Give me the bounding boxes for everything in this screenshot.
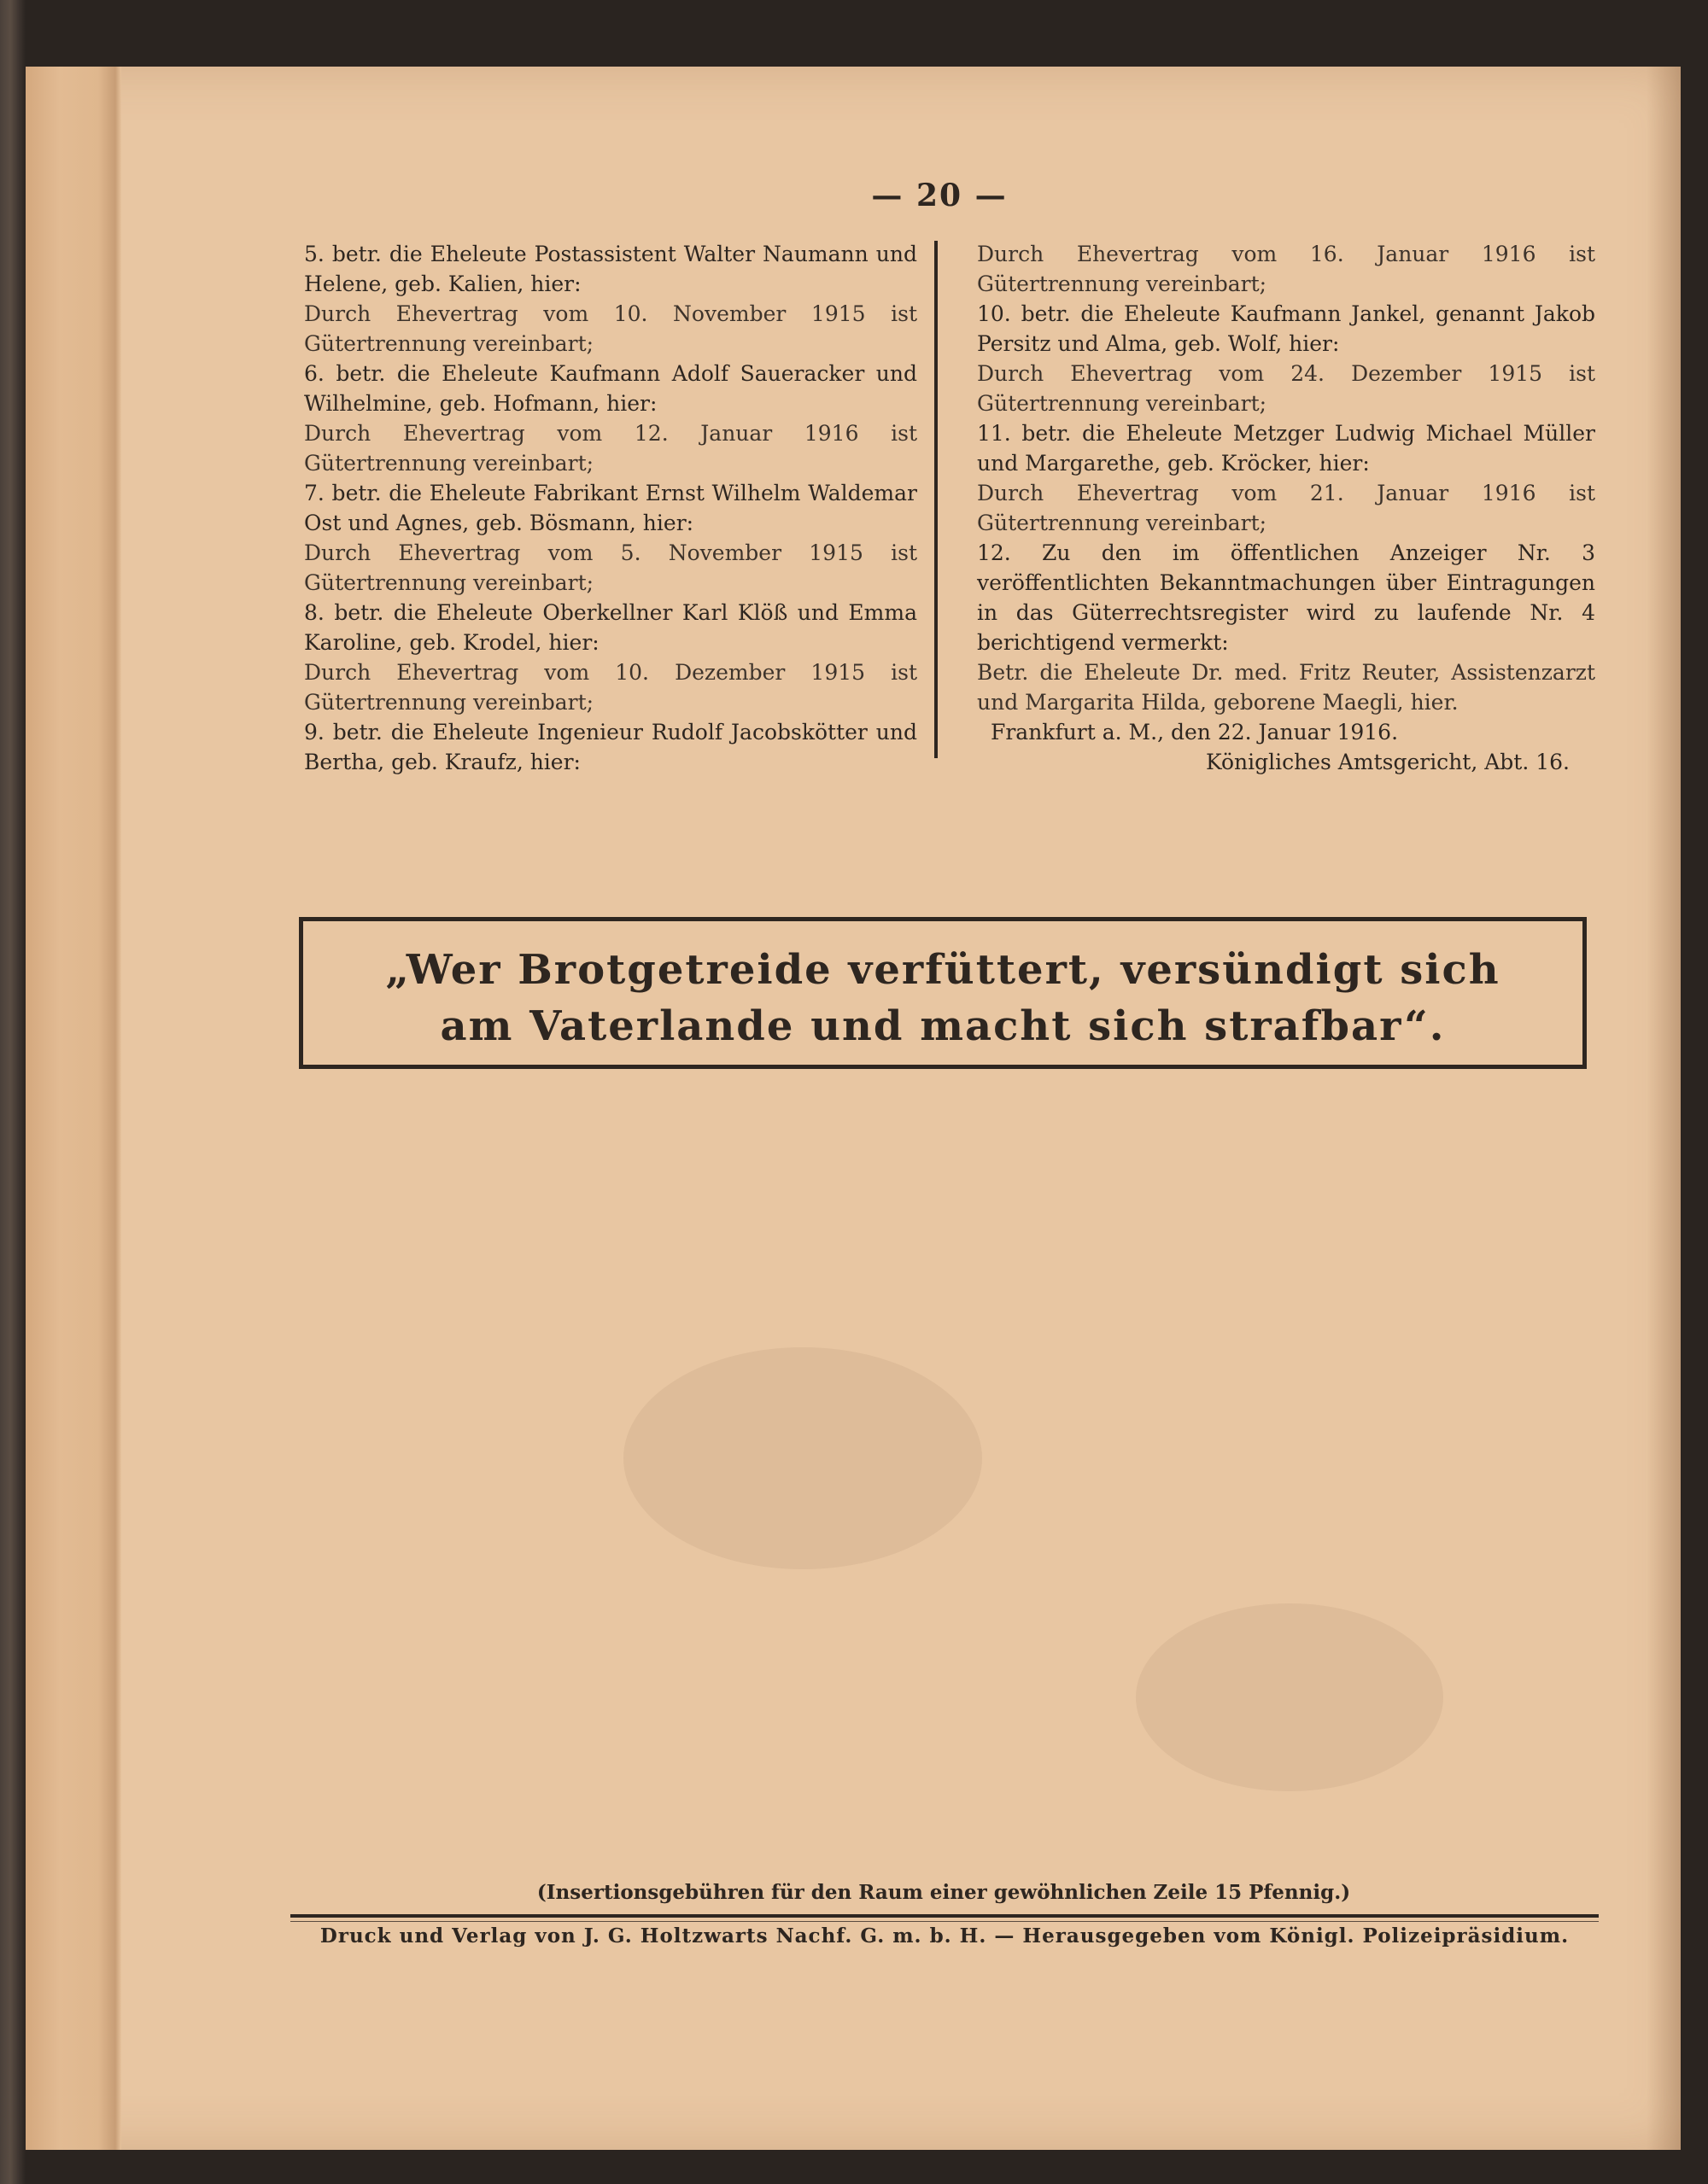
printer-imprint: Druck und Verlag von J. G. Holtzwarts Nachf. G. m. b. H. — Herausgegeben vom Königl. Polizeipräsidium.	[319, 1924, 1570, 1947]
entry-8-head: 8. betr. die Eheleute Oberkellner Karl Klöß und Emma Karoline, geb. Krodel, hier:	[304, 600, 917, 655]
page-stack-edge	[26, 67, 121, 2150]
signature-place-date: Frankfurt a. M., den 22. Januar 1916.	[991, 720, 1399, 745]
entry-12-head: 12. Zu den im öffentlichen Anzeiger Nr. 3 veröffentlichten Bekanntmachungen über Eintragungen in das Güterrechtsregister wird zu laufende Nr. 4 berichtigend vermerkt:	[977, 540, 1595, 655]
entry-9-body: Durch Ehevertrag vom 16. Januar 1916 ist Gütertrennung vereinbart;	[977, 242, 1595, 296]
entry-10-body: Durch Ehevertrag vom 24. Dezember 1915 ist Gütertrennung vereinbart;	[977, 361, 1595, 416]
entry-11-head: 11. betr. die Eheleute Metzger Ludwig Michael Müller und Margarethe, geb. Kröcker, hier:	[977, 421, 1595, 476]
left-column	[280, 239, 917, 777]
paper-stain	[623, 1347, 982, 1569]
paper-stain	[1136, 1603, 1443, 1791]
signature-court: Königliches Amtsgericht, Abt. 16.	[1205, 750, 1570, 774]
entry-7-body: Durch Ehevertrag vom 5. November 1915 ist Gütertrennung vereinbart;	[304, 540, 917, 595]
entry-6-head: 6. betr. die Eheleute Kaufmann Adolf Saueracker und Wilhelmine, geb. Hofmann, hier:	[304, 361, 917, 416]
notice-line-1: „Wer Brotgetreide verfüttert, versündigt sich	[385, 946, 1500, 994]
footer-rule	[290, 1914, 1599, 1918]
right-column	[953, 239, 1595, 777]
public-notice-box	[299, 917, 1587, 1069]
entry-8-body: Durch Ehevertrag vom 10. Dezember 1915 ist Gütertrennung vereinbart;	[304, 660, 917, 715]
notice-line-2: am Vaterlande und macht sich strafbar“.	[440, 1002, 1446, 1050]
entry-7-head: 7. betr. die Eheleute Fabrikant Ernst Wilhelm Waldemar Ost und Agnes, geb. Bösmann, hier:	[304, 481, 917, 535]
entry-5-head: 5. betr. die Eheleute Postassistent Walter Naumann und Helene, geb. Kalien, hier:	[304, 242, 917, 296]
entry-9-head: 9. betr. die Eheleute Ingenieur Rudolf Jacobskötter und Bertha, geb. Kraufz, hier:	[304, 720, 917, 774]
insertion-fee-note: (Insertionsgebühren für den Raum einer gewöhnlichen Zeile 15 Pfennig.)	[536, 1881, 1351, 1904]
column-divider	[934, 241, 938, 758]
page-right-shadow	[1647, 67, 1681, 2150]
entry-10-head: 10. betr. die Eheleute Kaufmann Jankel, genannt Jakob Persitz und Alma, geb. Wolf, hier:	[977, 301, 1595, 356]
footer-rule-thin	[290, 1921, 1599, 1922]
entry-11-body: Durch Ehevertrag vom 21. Januar 1916 ist Gütertrennung vereinbart;	[977, 481, 1595, 535]
entry-12-body: Betr. die Eheleute Dr. med. Fritz Reuter, Assistenzarzt und Margarita Hilda, geborene Maegli, hier.	[977, 660, 1595, 715]
page-number: — 20 —	[871, 178, 1008, 213]
entry-5-body: Durch Ehevertrag vom 10. November 1915 ist Gütertrennung vereinbart;	[304, 301, 917, 356]
entry-6-body: Durch Ehevertrag vom 12. Januar 1916 ist Gütertrennung vereinbart;	[304, 421, 917, 476]
public-notice-text	[303, 942, 1582, 1054]
